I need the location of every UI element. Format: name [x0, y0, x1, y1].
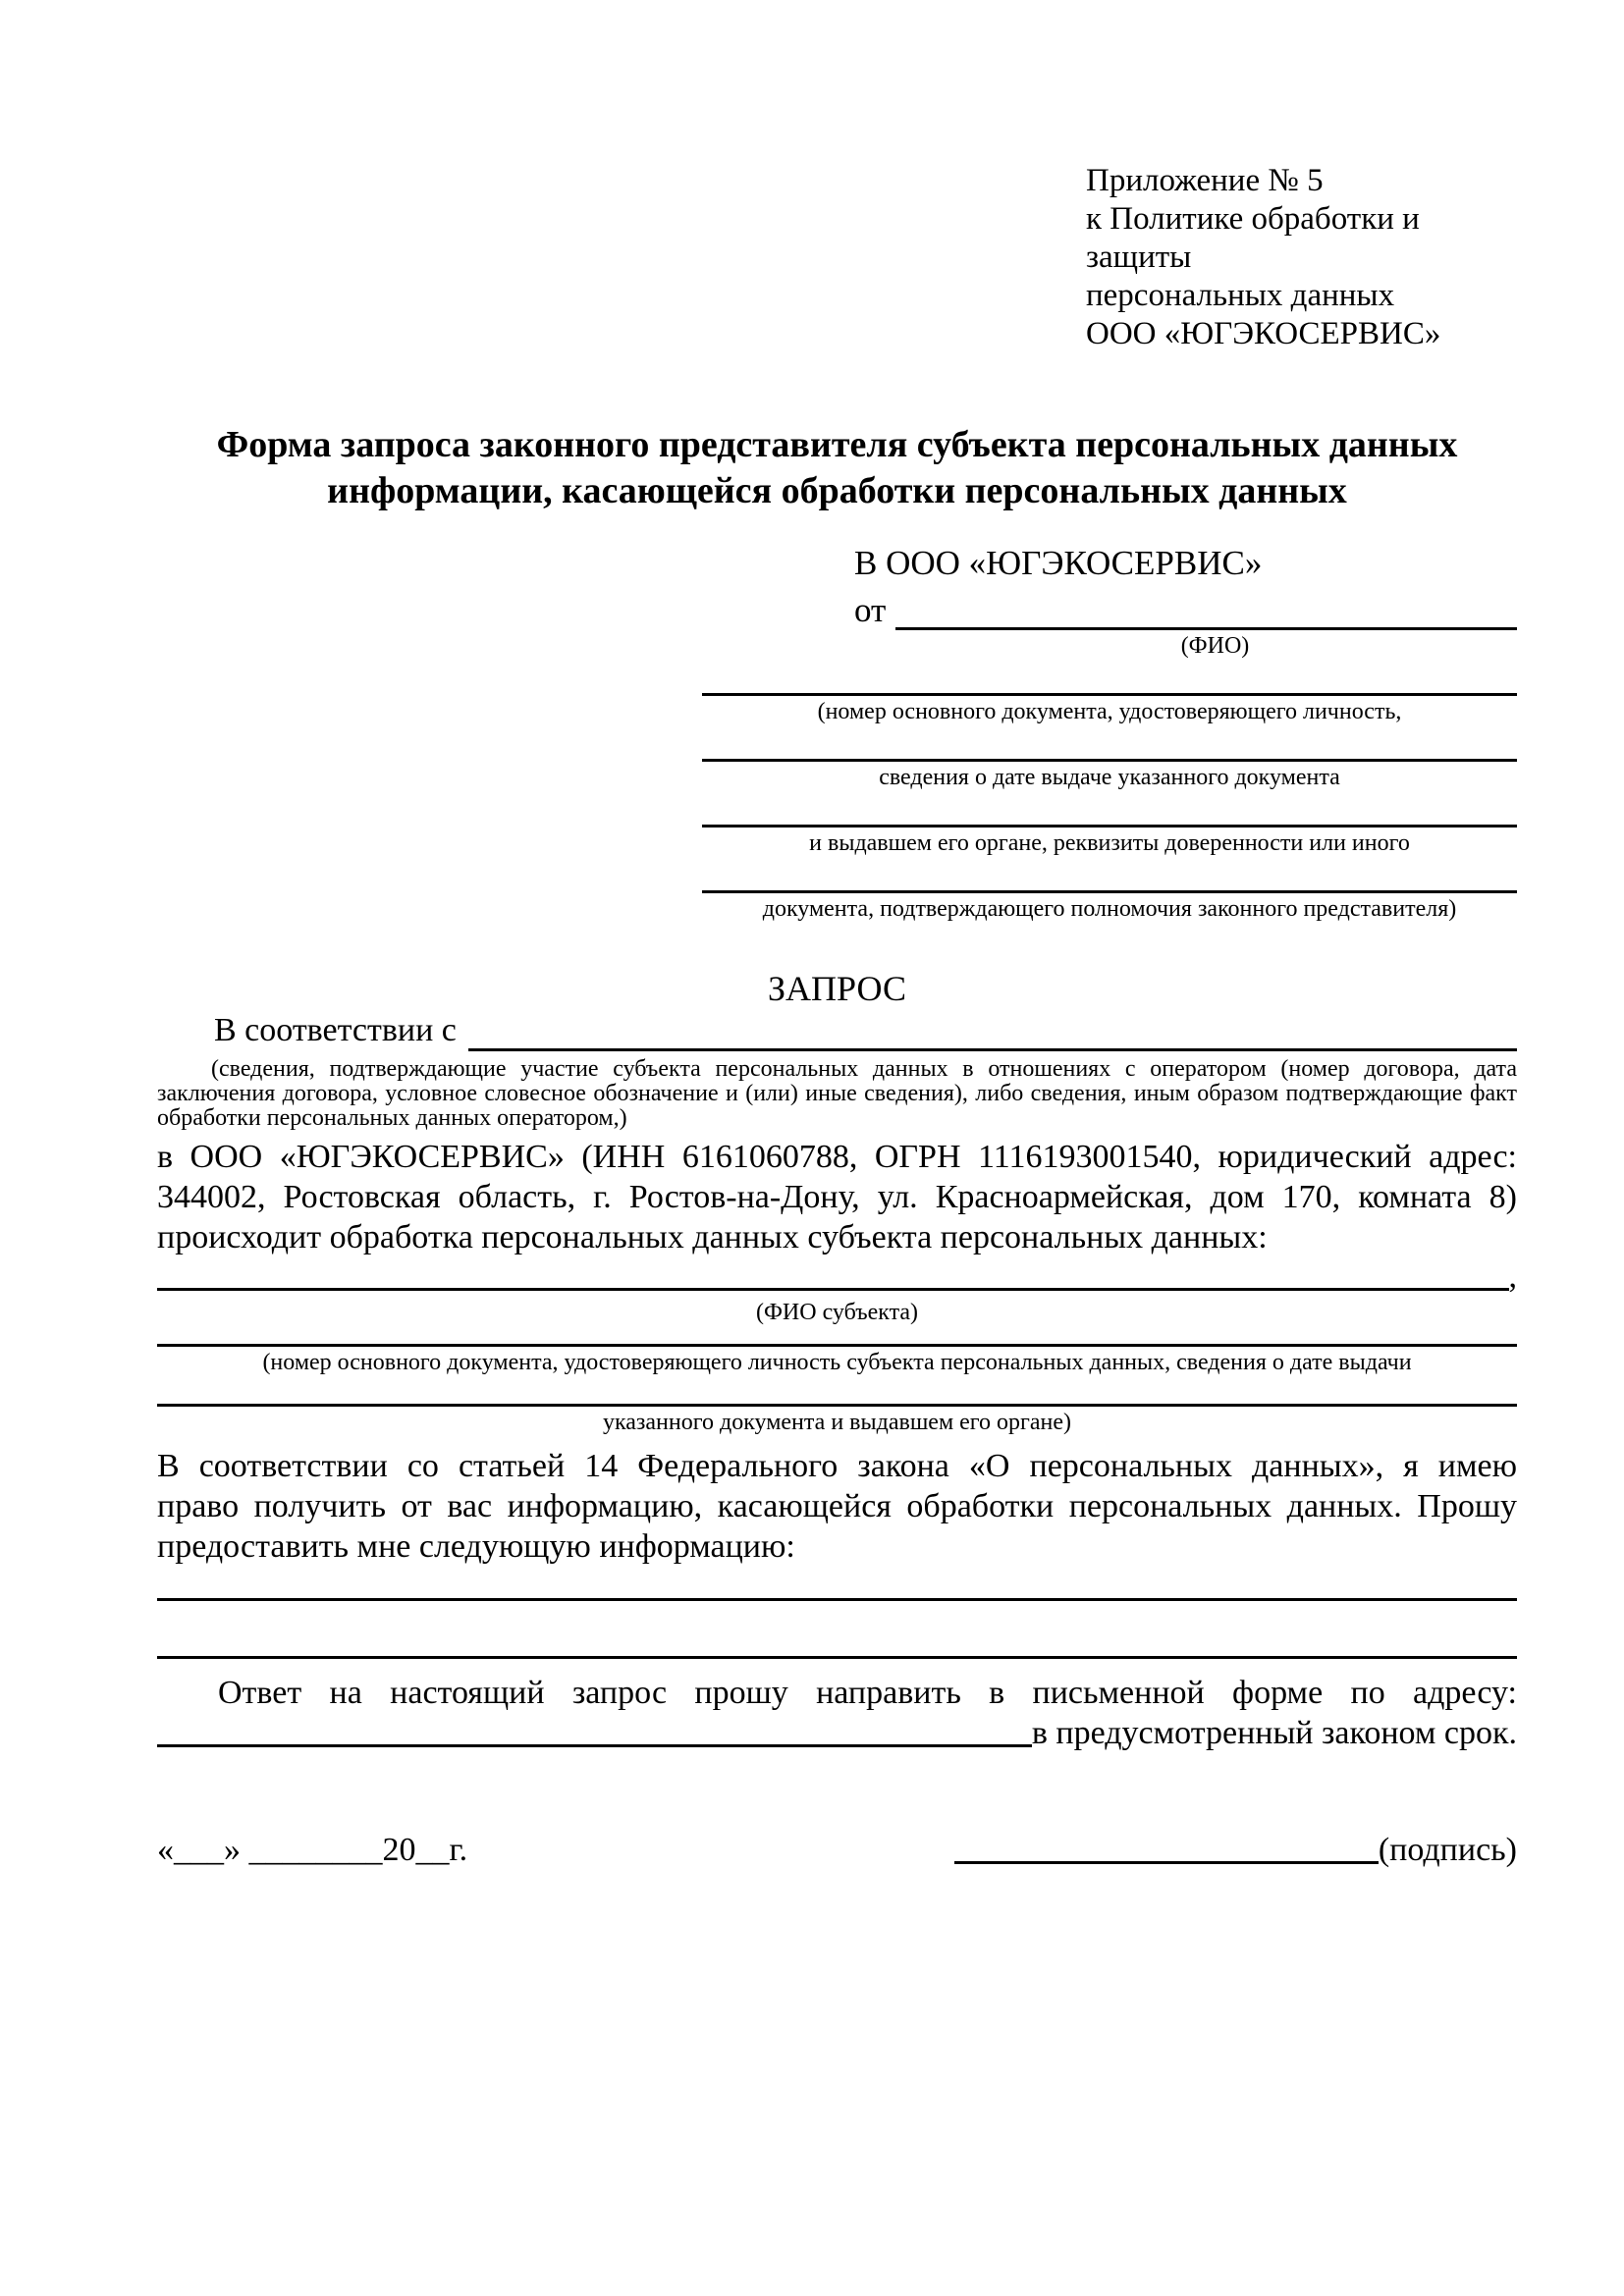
- signature-group: [954, 1830, 1517, 1870]
- doc-info-field: [702, 759, 1517, 791]
- basis-note-line: заключения договора, условное словесное обозначение и (или) иные сведения), либо сведения, иным образом подтверждающие факт: [157, 1081, 1517, 1106]
- doc-info-blank-field[interactable]: [702, 825, 1517, 828]
- addressee-company: В ООО «ЮГЭКОСЕРВИС»: [854, 544, 1263, 582]
- footer-row: [157, 1830, 1517, 1870]
- basis-note-line: (сведения, подтверждающие участие субъекта персональных данных в отношениях с оператором (номер договора, дата: [211, 1056, 1517, 1082]
- fio-blank-field[interactable]: [895, 595, 1517, 630]
- doc-info-blank-field[interactable]: [702, 693, 1517, 696]
- signature-blank-field[interactable]: [954, 1835, 1379, 1864]
- law-paragraph-line: предоставить мне следующую информацию:: [157, 1528, 795, 1565]
- subject-fio-row: [157, 1257, 1517, 1297]
- doc-info-field: [702, 825, 1517, 857]
- doc-info-caption: и выдавшем его органе, реквизиты доверенности или иного: [809, 830, 1410, 856]
- address-blank-field[interactable]: [157, 1718, 1032, 1747]
- doc-info-blank-field[interactable]: [702, 890, 1517, 893]
- from-row: [854, 591, 1517, 630]
- operator-paragraph-line: происходит обработка персональных данных субъекта персональных данных:: [157, 1219, 1268, 1255]
- subject-fio-blank-field[interactable]: [157, 1261, 1509, 1291]
- form-title: [157, 422, 1517, 514]
- basis-blank-field[interactable]: [468, 1018, 1517, 1051]
- info-blank-line[interactable]: [157, 1598, 1517, 1601]
- appendix-line: к Политике обработки и защиты: [1086, 201, 1420, 275]
- subject-doc-field: [157, 1344, 1517, 1376]
- basis-label: В соответствии с: [214, 1012, 457, 1048]
- info-blank-line[interactable]: [157, 1656, 1517, 1659]
- appendix-line: персональных данных: [1086, 278, 1395, 313]
- operator-paragraph-line: 344002, Ростовская область, г. Ростов-на-Дону, ул. Красноармейская, дом 170, комната 8): [157, 1179, 1517, 1215]
- law-paragraph: [157, 1446, 1517, 1567]
- law-paragraph-line: В соответствии со статьей 14 Федерального закона «О персональных данных», я имею: [157, 1448, 1517, 1484]
- subject-doc-caption: указанного документа и выдавшем его органе): [602, 1410, 1072, 1435]
- basis-note: [157, 1057, 1517, 1131]
- basis-note-line: обработки персональных данных оператором,): [157, 1105, 627, 1131]
- from-label: от: [854, 591, 887, 629]
- subject-doc-blank-field[interactable]: [157, 1344, 1517, 1347]
- operator-paragraph-line: в ООО «ЮГЭКОСЕРВИС» (ИНН 6161060788, ОГРН 1116193001540, юридический адрес:: [157, 1139, 1517, 1175]
- doc-info-field: [702, 693, 1517, 725]
- doc-info-field: [702, 890, 1517, 923]
- reply-paragraph-line1: Ответ на настоящий запрос прошу направить в письменной форме по адресу:: [218, 1675, 1517, 1711]
- subject-doc-caption: (номер основного документа, удостоверяющего личность субъекта персональных данных, сведения о дате выдачи: [262, 1350, 1412, 1375]
- appendix-note: [1086, 0, 1517, 353]
- subject-fio-caption: (ФИО субъекта): [755, 1300, 919, 1325]
- subject-fio-comma: ,: [1508, 1258, 1517, 1295]
- reply-paragraph-suffix: в предусмотренный законом срок.: [1031, 1715, 1517, 1751]
- request-heading: ЗАПРОС: [768, 969, 906, 1008]
- fio-caption: (ФИО): [1180, 633, 1250, 659]
- subject-doc-blank-field[interactable]: [157, 1404, 1517, 1407]
- law-paragraph-line: право получить от вас информацию, касающейся обработки персональных данных. Прошу: [157, 1488, 1517, 1524]
- doc-info-blank-field[interactable]: [702, 759, 1517, 762]
- form-title-line: Форма запроса законного представителя субъекта персональных данных: [216, 424, 1458, 465]
- appendix-line: Приложение № 5: [1086, 163, 1324, 198]
- doc-info-caption: (номер основного документа, удостоверяющего личность,: [817, 699, 1402, 724]
- doc-info-caption: документа, подтверждающего полномочия законного представителя): [762, 896, 1457, 922]
- subject-doc-field: [157, 1404, 1517, 1436]
- signature-caption: (подпись): [1378, 1832, 1517, 1868]
- date-blank[interactable]: «___» ________20__г.: [157, 1832, 468, 1868]
- form-title-line: информации, касающейся обработки персональных данных: [327, 470, 1347, 511]
- basis-row: [157, 1010, 1517, 1051]
- doc-info-caption: сведения о дате выдаче указанного документа: [879, 765, 1340, 790]
- reply-paragraph-line2: [157, 1713, 1517, 1753]
- appendix-line: ООО «ЮГЭКОСЕРВИС»: [1086, 316, 1441, 351]
- operator-paragraph: [157, 1137, 1517, 1257]
